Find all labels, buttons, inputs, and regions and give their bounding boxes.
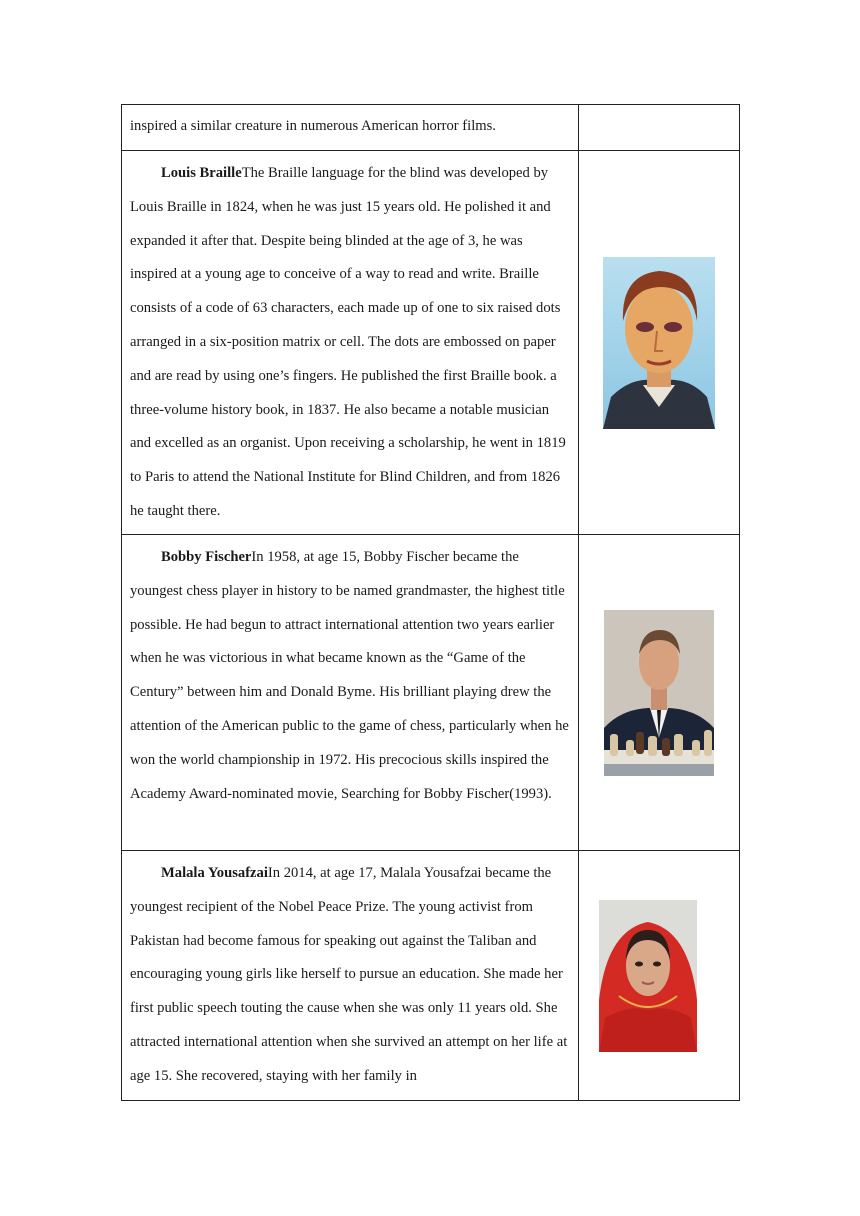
- table-row: [122, 151, 740, 535]
- image-cell-empty: [579, 105, 740, 151]
- text-cell: [122, 105, 579, 151]
- image-cell: [579, 851, 740, 1101]
- portrait-malala-yousafzai: [599, 900, 697, 1052]
- text-cell: [122, 851, 579, 1101]
- table-row: [122, 851, 740, 1101]
- document-table: [121, 104, 740, 1101]
- portrait-louis-braille: [603, 257, 715, 429]
- paragraph-continuation: [122, 105, 578, 149]
- person-name: Louis Braille: [161, 165, 242, 181]
- paragraph-louis-braille: [122, 151, 578, 534]
- portrait-bobby-fischer: [604, 610, 714, 776]
- image-cell: [579, 151, 740, 535]
- text-cell: [122, 535, 579, 851]
- image-cell: [579, 535, 740, 851]
- person-name: Bobby Fischer: [161, 549, 252, 565]
- paragraph-text: In 2014, at age 17, Malala Yousafzai became the youngest recipient of the Nobel Peace Prize. The young activist from Pakistan had become famous for speaking out against the Taliban and encouraging young girls like herself to pursue an education. She made her first public speech touting the cause when she was only 11 years old. She attracted international attention when she survived an attempt on her life at age 15. She recovered, staying with her family in: [130, 865, 568, 1084]
- paragraph-bobby-fischer: [122, 535, 578, 816]
- paragraph-text: The Braille language for the blind was developed by Louis Braille in 1824, when he was just 15 years old. He polished it and expanded it after that. Despite being blinded at the age of 3, he was inspired at a young age to conceive of a way to read and write. Braille consists of a code of 63 characters, each made up of one to six raised dots arranged in a six-position matrix or cell. The dots are embossed on paper and are read by using one’s fingers. He published the first Braille book. a three-volume history book, in 1837. He also became a notable musician and excelled as an organist. Upon receiving a scholarship, he went in 1819 to Paris to attend the National Institute for Blind Children, and from 1826 he taught there.: [130, 165, 566, 519]
- table-row: [122, 535, 740, 851]
- paragraph-malala-yousafzai: [122, 851, 578, 1099]
- text-cell: [122, 151, 579, 535]
- table-row: [122, 105, 740, 151]
- paragraph-text: In 1958, at age 15, Bobby Fischer became the youngest chess player in history to be named grandmaster, the highest title possible. He had begun to attract international attention two years earlier when he was victorious in what became known as the “Game of the Century” between him and Donald Byme. His brilliant playing drew the attention of the American public to the game of chess, particularly when he won the world championship in 1972. His precocious skills inspired the Academy Award-nominated movie, Searching for Bobby Fischer(1993).: [130, 549, 569, 802]
- person-name: Malala Yousafzai: [161, 865, 268, 881]
- paragraph-text: inspired a similar creature in numerous American horror films.: [130, 118, 496, 134]
